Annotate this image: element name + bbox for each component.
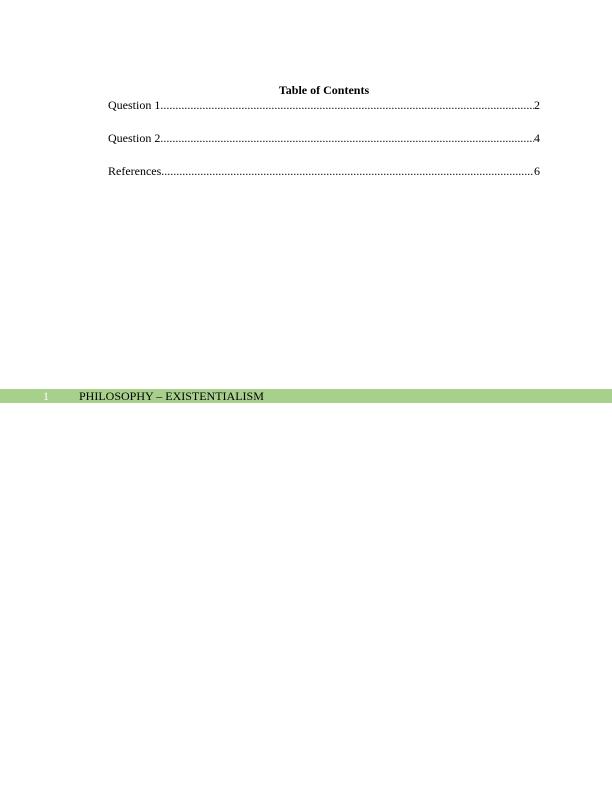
toc-entry-page: 4	[534, 131, 540, 145]
table-of-contents	[108, 83, 540, 179]
toc-entry-question-1[interactable]	[108, 98, 540, 113]
toc-dot-leader	[160, 98, 534, 113]
toc-entry-page: 6	[534, 164, 540, 178]
toc-entry-label: References	[108, 164, 162, 178]
toc-dot-leader	[161, 164, 534, 179]
toc-entry-label: Question 1	[108, 98, 161, 112]
toc-entry-references[interactable]	[108, 164, 540, 179]
page-number: 1	[43, 389, 49, 403]
running-header-title: PHILOSOPHY – EXISTENTIALISM	[79, 389, 264, 403]
toc-title: Table of Contents	[278, 83, 370, 97]
toc-entry-page: 2	[534, 98, 540, 112]
toc-entry-label: Question 2	[108, 131, 161, 145]
running-header-band	[0, 389, 612, 403]
toc-entry-question-2[interactable]	[108, 131, 540, 146]
toc-dot-leader	[160, 131, 534, 146]
